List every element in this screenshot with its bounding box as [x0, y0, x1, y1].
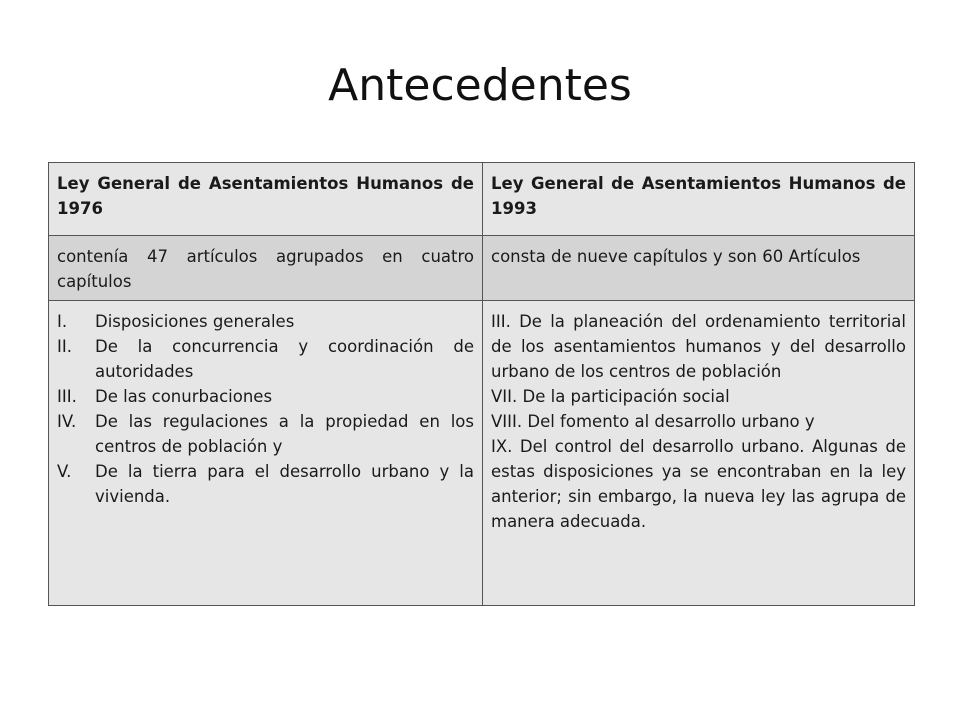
list-item: [57, 334, 474, 384]
chapter-title: Disposiciones generales: [95, 312, 295, 331]
list-item: [57, 459, 474, 509]
chapter-ix-text: IX. Del control del desarrollo urbano. Algunas de estas disposiciones ya se encontraban en la ley anterior; sin embargo, la nueva ley las agrupa de manera adecuada.: [491, 437, 906, 531]
chapters-row: [49, 301, 915, 606]
chapter-number: I.: [57, 312, 68, 331]
list-item: [57, 409, 474, 459]
chapter-number: II.: [57, 337, 72, 356]
chapter-title: De las conurbaciones: [95, 387, 273, 406]
chapter-viii-text: VIII. Del fomento al desarrollo urbano y: [491, 412, 815, 431]
header-cell-1976: Ley General de Asentamientos Humanos de 1976: [49, 163, 483, 236]
header-cell-1993: Ley General de Asentamientos Humanos de 1993: [483, 163, 915, 236]
summary-cell-1976: contenía 47 artículos agrupados en cuatro capítulos: [49, 236, 483, 301]
list-item: [57, 384, 474, 409]
chapter-title: De las regulaciones a la propiedad en los centros de población y: [95, 412, 474, 456]
summary-row: [49, 236, 915, 301]
chapter-number: III.: [57, 387, 77, 406]
chapter-title: De la tierra para el desarrollo urbano y la vivienda.: [95, 462, 474, 506]
chapter-iii-text: III. De la planeación del ordenamiento territorial de los asentamientos humanos y del desarrollo urbano de los centros de población: [491, 312, 906, 381]
chapter-number: V.: [57, 462, 72, 481]
chapter-title: De la concurrencia y coordinación de autoridades: [95, 337, 474, 381]
table-header-row: [49, 163, 915, 236]
chapters-cell-1976: [49, 301, 483, 606]
chapter-number: IV.: [57, 412, 77, 431]
summary-cell-1993: consta de nueve capítulos y son 60 Artículos: [483, 236, 915, 301]
comparison-table: [48, 162, 915, 606]
chapters-cell-1993: [483, 301, 915, 606]
chapter-vii-text: VII. De la participación social: [491, 387, 730, 406]
chapter-list-1976: [57, 309, 474, 509]
list-item: [57, 309, 474, 334]
slide-title: Antecedentes: [328, 60, 632, 111]
